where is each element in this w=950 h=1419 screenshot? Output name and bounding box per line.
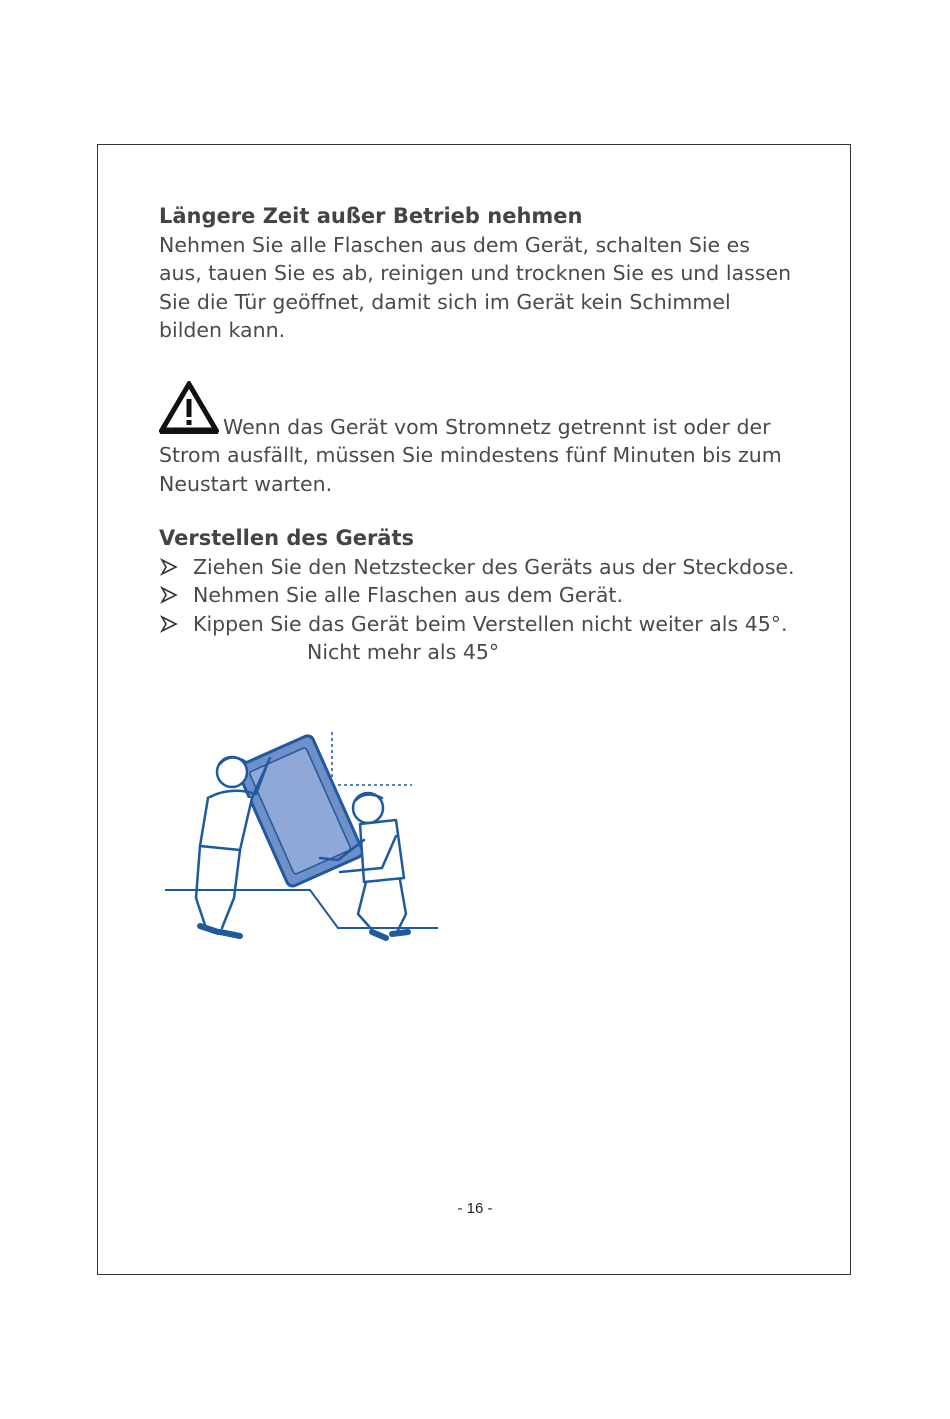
moving-appliance-illustration	[160, 728, 442, 960]
arrow-bullet-icon	[159, 610, 179, 638]
section-heading-storage: Längere Zeit außer Betrieb nehmen	[159, 204, 583, 228]
warning-text: Wenn das Gerät vom Stromnetz getrennt ist oder der Strom ausfällt, müssen Sie mindestens fünf Minuten bis zum Neustart warten.	[159, 414, 782, 496]
bullet-list	[159, 553, 799, 639]
list-item	[159, 610, 799, 639]
warning-triangle-icon	[159, 381, 219, 436]
section-heading-moving: Verstellen des Geräts	[159, 526, 415, 550]
section-storage	[159, 202, 799, 345]
page-number: - 16 -	[457, 1200, 493, 1217]
warning-block	[159, 381, 799, 499]
list-item	[159, 581, 799, 610]
illustration-caption: Nicht mehr als 45°	[307, 640, 500, 664]
list-item-text: Kippen Sie das Gerät beim Verstellen nicht weiter als 45°.	[193, 611, 788, 636]
list-item	[159, 553, 799, 582]
arrow-bullet-icon	[159, 581, 179, 609]
list-item-text: Ziehen Sie den Netzstecker des Geräts aus der Steckdose.	[193, 554, 795, 579]
section-moving	[159, 524, 799, 667]
arrow-bullet-icon	[159, 553, 179, 581]
page-content	[159, 202, 799, 667]
section-text-storage: Nehmen Sie alle Flaschen aus dem Gerät, schalten Sie es aus, tauen Sie es ab, reinigen und trocknen Sie es und lassen Sie die Tür geöffnet, damit sich im Gerät kein Schimmel bilden kann.	[159, 232, 792, 342]
warning-paragraph	[159, 381, 799, 499]
list-item-text: Nehmen Sie alle Flaschen aus dem Gerät.	[193, 583, 623, 607]
